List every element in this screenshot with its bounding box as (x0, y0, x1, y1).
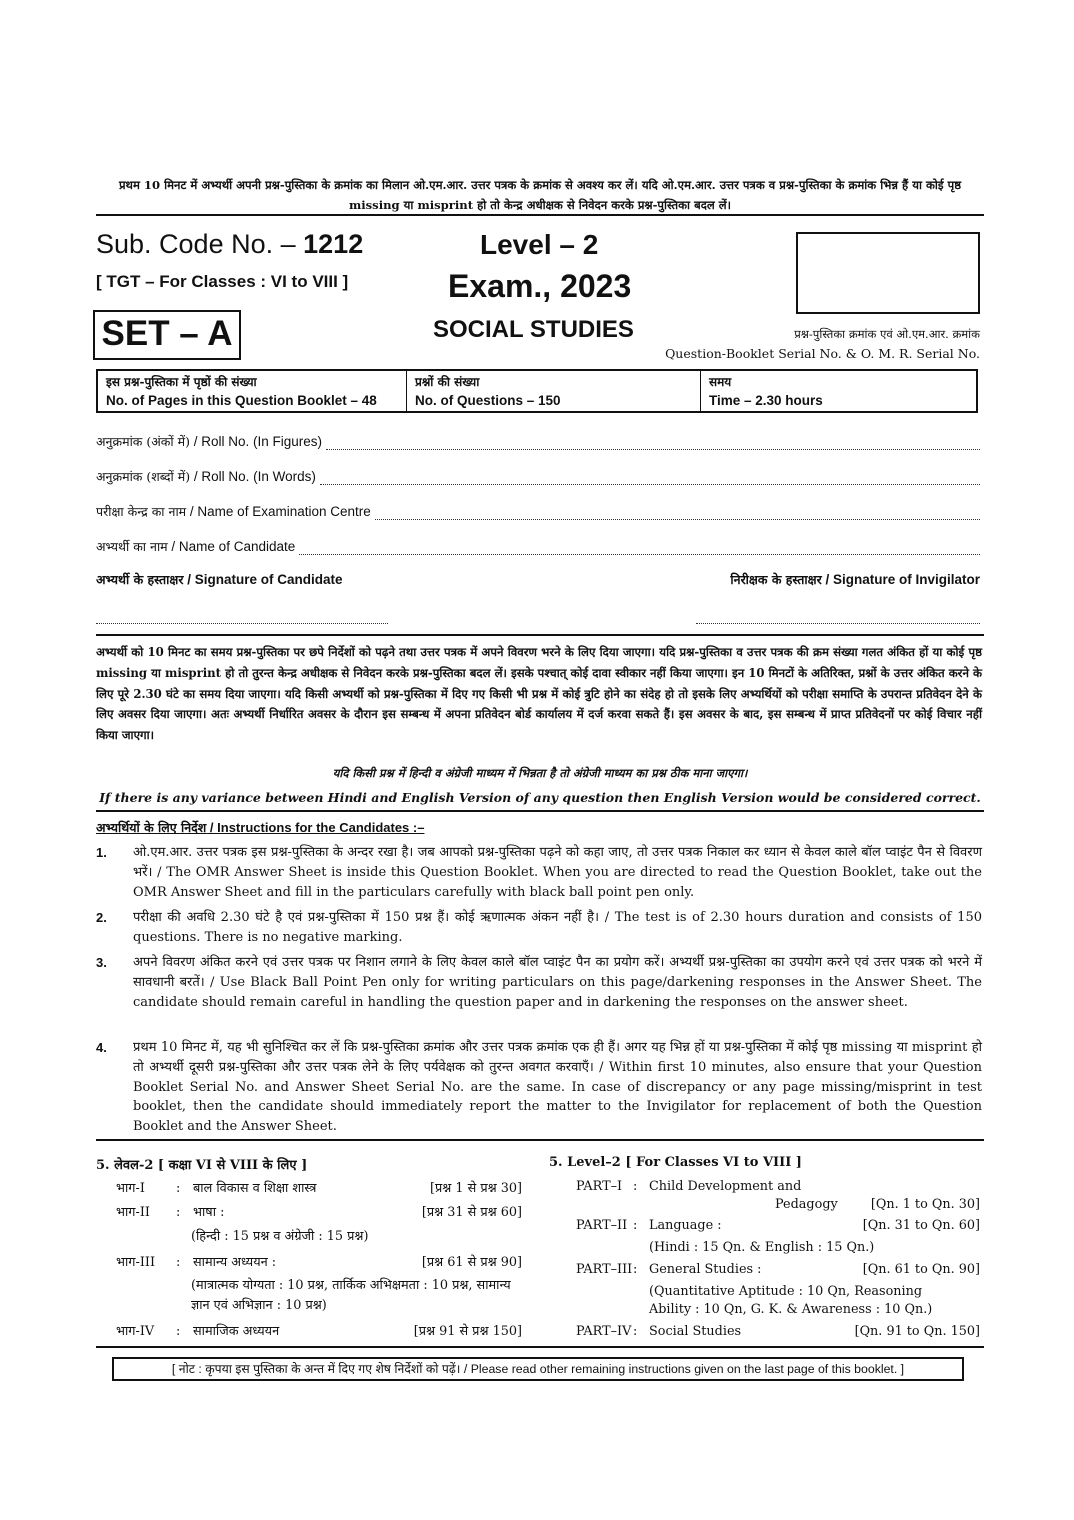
divider (96, 810, 984, 812)
instruction-number: 4. (96, 1040, 107, 1055)
part-name: Language : (649, 1218, 722, 1233)
roll-figures-line[interactable] (326, 436, 980, 450)
instruction-item (96, 843, 982, 902)
part-name: General Studies : (649, 1262, 762, 1277)
part-subdetail: (मात्रात्मक योग्यता : 10 प्रश्न, तार्किक अभिक्षमता : 10 प्रश्न, सामान्य ज्ञान एवं अभिज्ञान : 10 प्रश्न) (191, 1278, 511, 1313)
part-name: बाल विकास व शिक्षा शास्त्र (193, 1181, 317, 1196)
exam-title: Exam., 2023 (448, 268, 632, 304)
roll-no-words-field[interactable] (96, 465, 980, 485)
variance-note-hindi: यदि किसी प्रश्न में हिन्दी व अंग्रेजी माध्यम में भिन्नता है तो अंग्रेजी माध्यम का प्रश्न ठीक माना जाएगा। (332, 766, 748, 780)
part-subdetail: (Quantitative Aptitude : 10 Qn, Reasoning (649, 1284, 923, 1299)
ten-minute-instruction-paragraph: अभ्यर्थी को 10 मिनट का समय प्रश्न-पुस्तिका पर छपे निर्देशों को पढ़ने तथा उत्तर पत्रक में अपने विवरण भरने के लिए दिया जाएगा। यदि प्रश्न-पुस्तिका व उत्तर पत्रक की क्रम संख्या गलत अंकित हों या कोई पृष्ठ missing या misprint हो तो तुरन्त केन्द्र अधीक्षक से निवेदन करके प्रश्न-पुस्तिका बदल लें। इसके पश्चात् कोई दावा स्वीकार नहीं किया जाएगा। इन 10 मिनटों के अतिरिक्त, प्रश्नों के उत्तर अंकित करने के लिए पूरे 2.30 घंटे का समय दिया जाएगा। यदि किसी अभ्यर्थी को प्रश्न-पुस्तिका में दिए गए किसी भी प्रश्न में कोई त्रुटि होने का संदेह हो तो इसके लिए अभ्यर्थियों को परीक्षा समाप्ति के उपरान्त प्रतिवेदन देने के लिए अवसर दिया जाएगा। अतः अभ्यर्थी निर्धारित अवसर के दौरान इस सम्बन्ध में अपना प्रतिवेदन बोर्ड कार्यालय में दर्ज करवा सकते हैं। इस अवसर के बाद, इस सम्बन्ध में प्राप्त प्रतिवेदनों पर कोई विचार नहीं किया जाएगा। (96, 645, 982, 743)
instruction-item (96, 908, 982, 948)
part-colon: : (176, 1181, 181, 1196)
part-range: [Qn. 31 to Qn. 60] (862, 1218, 980, 1233)
instructions-heading-hindi: अभ्यर्थियों के लिए निर्देश (96, 820, 207, 835)
exam-centre-field[interactable] (96, 500, 980, 520)
questions-label-hindi: प्रश्नों की संख्या (415, 375, 480, 389)
candidate-signature-english: / Signature of Candidate (183, 572, 343, 587)
sub-code-label: Sub. Code No. – (96, 229, 304, 259)
roll-words-line[interactable] (320, 471, 980, 485)
part-label: PART–II (576, 1218, 628, 1233)
pages-label-english: No. of Pages in this Question Booklet – 48 (106, 393, 377, 408)
instruction-number: 2. (96, 910, 107, 925)
part-subdetail: (Hindi : 15 Qn. & English : 15 Qn.) (649, 1240, 875, 1255)
part-colon: : (633, 1179, 638, 1194)
part-colon: : (633, 1218, 638, 1233)
part-range: [प्रश्न 1 से प्रश्न 30] (430, 1181, 522, 1196)
part-name: सामान्य अध्ययन : (193, 1255, 277, 1270)
instruction-item (96, 1038, 982, 1137)
variance-note-english: If there is any variance between Hindi and English Version of any question then English Version would be considered correct. (99, 790, 981, 805)
sub-code (96, 229, 363, 260)
part-name: सामाजिक अध्ययन (193, 1324, 280, 1339)
instruction-number: 3. (96, 955, 107, 970)
divider (96, 214, 984, 216)
time-label-hindi: समय (709, 375, 732, 389)
part-name: भाषा : (193, 1205, 225, 1220)
invigilator-signature-line[interactable] (696, 614, 980, 624)
instruction-text: परीक्षा की अवधि 2.30 घंटे है एवं प्रश्न-पुस्तिका में 150 प्रश्न हैं। कोई ऋणात्मक अंकन नहीं है। / The test is of 2.30 hours duration and consists of 150 questions. There is no negative marking. (133, 910, 982, 945)
part-subdetail: (हिन्दी : 15 प्रश्न व अंग्रेजी : 15 प्रश्न) (191, 1229, 369, 1244)
name-label: / Name of Candidate (167, 539, 296, 554)
level-structure-heading-english: 5. Level–2 [ For Classes VI to VIII ] (549, 1155, 802, 1170)
top-instruction-note: प्रथम 10 मिनट में अभ्यर्थी अपनी प्रश्न-पुस्तिका के क्रमांक का मिलान ओ.एम.आर. उत्तर पत्रक के क्रमांक से अवश्य कर लें। यदि ओ.एम.आर. उत्तर पत्रक व प्रश्न-पुस्तिका के क्रमांक भिन्न हैं या कोई पृष्ठ missing या misprint हो तो केन्द्र अधीक्षक से निवेदन करके प्रश्न-पुस्तिका बदल लें। (118, 178, 962, 212)
tgt-classes: [ TGT – For Classes : VI to VIII ] (96, 272, 349, 291)
invigilator-signature-english: / Signature of Invigilator (821, 572, 980, 587)
serial-label-english: Question-Booklet Serial No. & O. M. R. Serial No. (665, 346, 980, 361)
part-range: [Qn. 61 to Qn. 90] (862, 1262, 980, 1277)
name-line[interactable] (299, 541, 980, 555)
instruction-text: ओ.एम.आर. उत्तर पत्रक इस प्रश्न-पुस्तिका के अन्दर रखा है। जब आपको प्रश्न-पुस्तिका पढ़ने को कहा जाए, तो उत्तर पत्रक निकाल कर ध्यान से केवल काले बॉल प्वाइंट पैन से विवरण भरें। / The OMR Answer Sheet is inside this Question Booklet. When you are directed to read the Question Booklet, take out the OMR Answer Sheet and fill in the particulars carefully with black ball point pen only. (133, 845, 983, 900)
roll-figures-label-hindi: अनुक्रमांक (अंकों में) (96, 434, 190, 449)
divider (96, 634, 984, 636)
part-colon: : (633, 1262, 638, 1277)
questions-cell (406, 371, 700, 411)
part-label: भाग-IV (116, 1324, 155, 1339)
divider (96, 1346, 984, 1348)
part-name: Social Studies (649, 1324, 742, 1339)
instruction-number: 1. (96, 845, 107, 860)
time-cell (700, 371, 976, 411)
subject-title: SOCIAL STUDIES (433, 316, 634, 343)
level-title: Level – 2 (480, 229, 599, 260)
part-colon: : (176, 1324, 181, 1339)
part-label: PART–I (576, 1179, 623, 1194)
part-label: PART–III (576, 1262, 633, 1277)
instruction-item (96, 953, 982, 1012)
roll-figures-label: / Roll No. (In Figures) (189, 434, 323, 449)
part-label: भाग-II (116, 1205, 150, 1220)
time-label-english: Time – 2.30 hours (709, 393, 823, 408)
part-label: भाग-III (116, 1255, 156, 1270)
instructions-heading-english: / Instructions for the Candidates :– (206, 820, 425, 835)
booklet-info-table (96, 369, 978, 413)
name-label-hindi: अभ्यर्थी का नाम (96, 539, 168, 554)
questions-label-english: No. of Questions – 150 (415, 393, 561, 408)
centre-label: / Name of Examination Centre (186, 504, 371, 519)
candidate-signature-line[interactable] (96, 614, 388, 624)
roll-no-figures-field[interactable] (96, 430, 980, 450)
part-label: भाग-I (116, 1181, 145, 1196)
centre-label-hindi: परीक्षा केन्द्र का नाम (96, 504, 187, 519)
pages-label-hindi: इस प्रश्न-पुस्तिका में पृष्ठों की संख्या (106, 375, 257, 389)
instruction-text: प्रथम 10 मिनट में, यह भी सुनिश्चित कर लें कि प्रश्न-पुस्तिका क्रमांक और उत्तर पत्रक क्रमांक एक ही हैं। अगर यह भिन्न हों या प्रश्न-पुस्तिका में कोई पृष्ठ missing या misprint हो तो अभ्यर्थी दूसरी प्रश्न-पुस्तिका और उत्तर पत्रक लेने के लिए पर्यवेक्षक को तुरन्त अवगत करवाएँ। / Within first 10 minutes, also ensure that your Question Booklet Serial No. and Answer Sheet Serial No. are the same. In case of discrepancy or any page missing/misprint in test booklet, then the candidate should immediately report the matter to the Invigilator for replacement of both the Question Booklet and the Answer Sheet. (133, 1040, 982, 1135)
sub-code-value: 1212 (303, 229, 364, 259)
pages-cell (98, 371, 406, 411)
level-structure-heading-hindi: 5. लेवल-2 [ कक्षा VI से VIII के लिए ] (96, 1158, 308, 1173)
part-colon: : (633, 1324, 638, 1339)
remaining-instructions-note: [ नोट : कृपया इस पुस्तिका के अन्त में दिए गए शेष निर्देशों को पढ़ें। / Please read other remaining instructions given on the last page of this booklet. ] (112, 1357, 964, 1381)
divider (96, 1139, 984, 1141)
part-range: [प्रश्न 61 से प्रश्न 90] (421, 1255, 522, 1270)
candidate-signature-hindi: अभ्यर्थी के हस्ताक्षर (96, 572, 184, 587)
set-label: SET – A (93, 310, 241, 360)
part-range: [Qn. 91 to Qn. 150] (854, 1324, 980, 1339)
part-label: PART–IV (576, 1324, 632, 1339)
instructions-heading (96, 819, 424, 836)
part-name-continued: Pedagogy (775, 1197, 838, 1212)
invigilator-signature-label (640, 571, 980, 588)
serial-number-box[interactable] (796, 232, 980, 314)
part-colon: : (176, 1255, 181, 1270)
roll-words-label-hindi: अनुक्रमांक (शब्दों में) (96, 469, 191, 484)
part-range: [Qn. 1 to Qn. 30] (870, 1197, 980, 1212)
centre-line[interactable] (375, 506, 980, 520)
instruction-text: अपने विवरण अंकित करने एवं उत्तर पत्रक पर निशान लगाने के लिए केवल काले बॉल प्वाइंट पैन का प्रयोग करें। अभ्यर्थी प्रश्न-पुस्तिका का उपयोग करने एवं उत्तर पत्रक को भरने में सावधानी बरतें। / Use Black Ball Point Pen only for writing particulars on this page/darkening responses in the Answer Sheet. The candidate should remain careful in handling the question paper and in darkening the responses on the answer sheet. (133, 955, 982, 1010)
candidate-signature-label (96, 571, 342, 588)
part-subdetail-continued: Ability : 10 Qn, G. K. & Awareness : 10 Qn.) (649, 1302, 933, 1317)
invigilator-signature-hindi: निरीक्षक के हस्ताक्षर (730, 572, 822, 587)
roll-words-label: / Roll No. (In Words) (190, 469, 316, 484)
part-range: [प्रश्न 91 से प्रश्न 150] (413, 1324, 522, 1339)
serial-label-hindi: प्रश्न-पुस्तिका क्रमांक एवं ओ.एम.आर. क्रमांक (794, 327, 980, 341)
part-colon: : (176, 1205, 181, 1220)
part-range: [प्रश्न 31 से प्रश्न 60] (421, 1205, 522, 1220)
candidate-name-field[interactable] (96, 535, 980, 555)
part-name: Child Development and (649, 1179, 802, 1194)
